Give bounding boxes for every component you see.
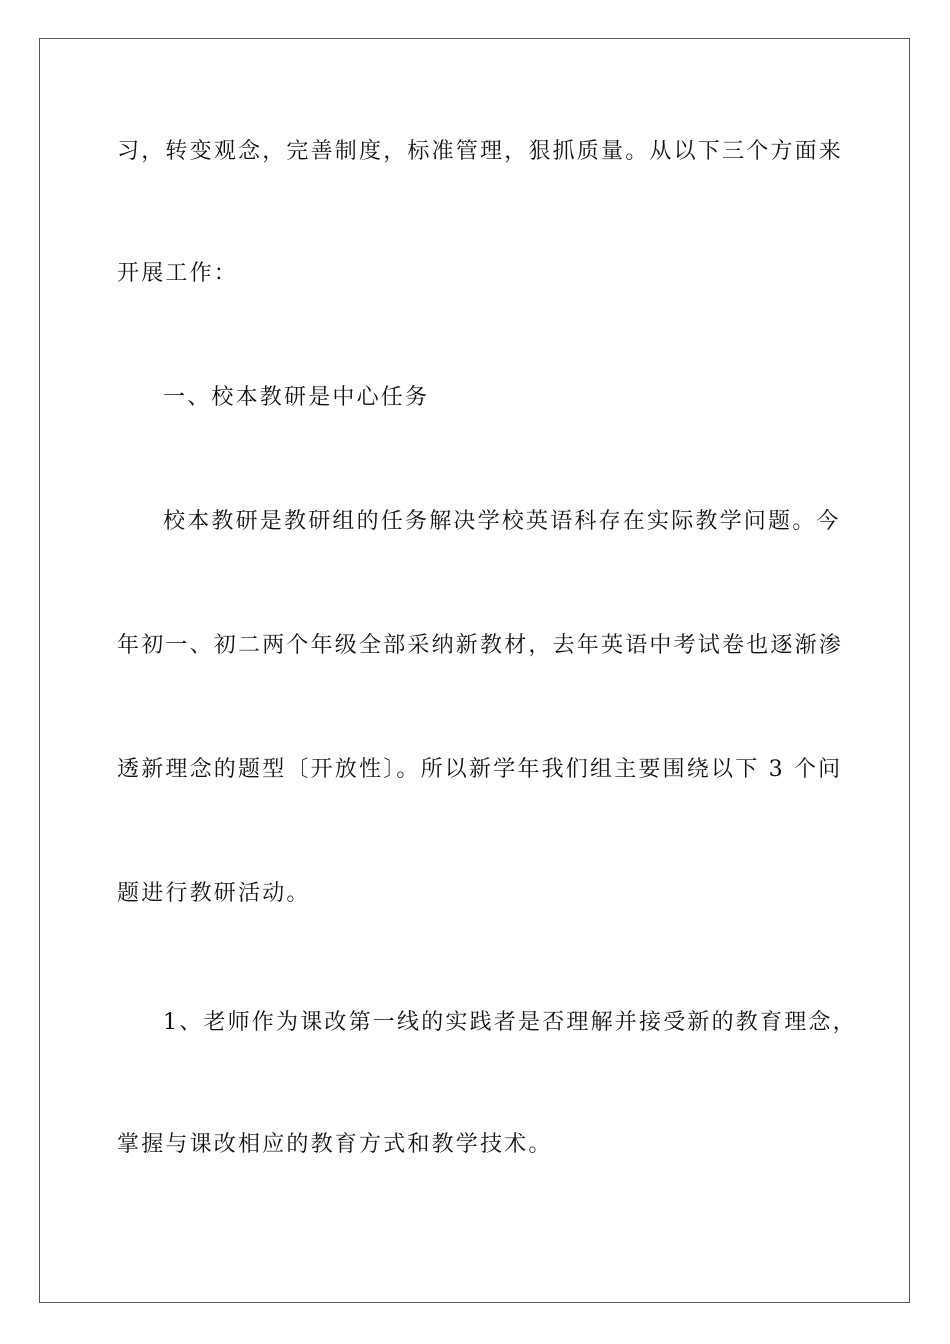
paragraph-first-line: 校本教研是教研组的任务解决学校英语科存在实际教学问题。今 [163,509,841,534]
body-text-line: 透新理念的题型〔开放性〕。所以新学年我们组主要围绕以下 3 个问 [117,757,843,782]
body-text-line: 掌握与课改相应的教育方式和教学技术。 [117,1132,553,1157]
page-border [39,38,910,1303]
body-text-line: 年初一、初二两个年级全部采纳新教材，去年英语中考试卷也逐渐渗 [117,633,844,658]
body-text-line: 习，转变观念，完善制度，标准管理，狠抓质量。从以下三个方面来 [117,139,844,164]
body-text-line: 题进行教研活动。 [117,881,311,906]
list-item-first-line: 1、老师作为课改第一线的实践者是否理解并接受新的教育理念， [163,1010,857,1035]
body-text-line: 开展工作： [117,261,239,286]
section-heading: 一、校本教研是中心任务 [163,385,430,410]
